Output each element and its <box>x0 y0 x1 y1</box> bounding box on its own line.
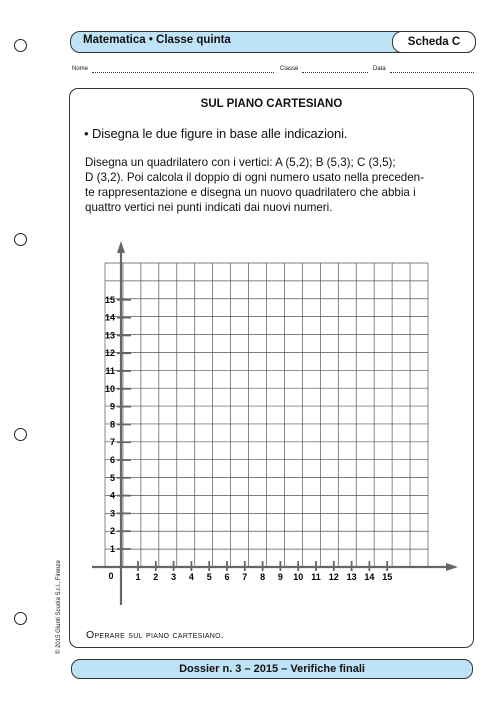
x-tick-label: 6 <box>224 572 230 582</box>
instruction-text: • Disegna le due figure in base alle indicazioni. <box>84 126 348 141</box>
y-tick-label: 12 <box>104 348 115 359</box>
y-tick-label: 7 <box>109 437 115 448</box>
caption-text: Operare sul piano cartesiano. <box>86 629 225 641</box>
exercise-line: quattro vertici nei punti indicati dai nuovi numeri. <box>85 201 333 214</box>
x-tick-label: 14 <box>364 572 375 582</box>
exercise-line: te rappresentazione e disegna un nuovo quadrilatero che abbia i <box>85 186 416 199</box>
copyright-text: © 2015 Giunti Scuola S.r.l., Firenze <box>56 560 62 654</box>
x-tick-label: 4 <box>188 572 194 582</box>
x-tick-label: 12 <box>328 572 339 582</box>
binder-hole-lower <box>14 428 27 441</box>
y-tick-label: 2 <box>109 526 115 537</box>
name-field[interactable] <box>92 72 274 73</box>
y-tick-label: 1 <box>109 544 115 554</box>
header-bar <box>70 31 476 53</box>
name-label: Nome <box>72 66 89 72</box>
cartesian-plane[interactable] <box>70 89 473 647</box>
y-tick-label: 6 <box>109 455 115 465</box>
student-fields <box>72 66 474 78</box>
date-label: Data <box>373 66 386 72</box>
x-tick-label: 7 <box>242 572 248 582</box>
date-field[interactable] <box>390 72 474 73</box>
exercise-line: D (3,2). Poi calcola il doppio di ogni numero usato nella preceden- <box>85 171 424 184</box>
y-tick-label: 4 <box>109 490 115 501</box>
y-tick-label: 13 <box>104 330 115 341</box>
binder-hole-upper <box>14 233 27 246</box>
x-axis-arrow <box>446 563 458 571</box>
y-tick-label: 8 <box>109 419 115 430</box>
footer-bar: Dossier n. 3 – 2015 – Verifiche finali <box>71 659 473 679</box>
binder-hole-top <box>14 39 27 52</box>
y-tick-label: 9 <box>109 401 115 412</box>
x-tick-label: 0 <box>108 571 114 581</box>
x-tick-label: 13 <box>346 572 357 582</box>
x-tick-label: 8 <box>260 572 266 582</box>
exercise-line: Disegna un quadrilatero con i vertici: A (5,2); B (5,3); C (3,5); <box>85 156 396 169</box>
x-tick-label: 1 <box>135 572 141 582</box>
class-label: Classe <box>280 66 299 72</box>
subject-title: Matematica • Classe quinta <box>83 34 231 46</box>
y-tick-label: 15 <box>104 294 115 305</box>
y-tick-label: 14 <box>104 312 115 323</box>
y-tick-label: 3 <box>109 508 115 519</box>
x-tick-label: 11 <box>311 572 321 582</box>
worksheet-card <box>69 88 474 648</box>
x-tick-label: 2 <box>153 572 159 582</box>
y-axis-arrow <box>117 241 125 253</box>
y-tick-label: 10 <box>104 383 115 394</box>
x-tick-label: 15 <box>382 572 393 582</box>
binder-hole-bottom <box>14 612 27 625</box>
worksheet-title: SUL PIANO CARTESIANO <box>200 98 343 110</box>
x-tick-label: 9 <box>277 572 283 582</box>
x-tick-label: 10 <box>293 572 304 582</box>
x-tick-label: 3 <box>171 572 177 582</box>
class-field[interactable] <box>302 72 368 73</box>
y-tick-label: 11 <box>105 366 115 376</box>
x-tick-label: 5 <box>206 572 212 582</box>
sheet-label: Scheda C <box>392 31 476 53</box>
y-tick-label: 5 <box>109 472 115 483</box>
